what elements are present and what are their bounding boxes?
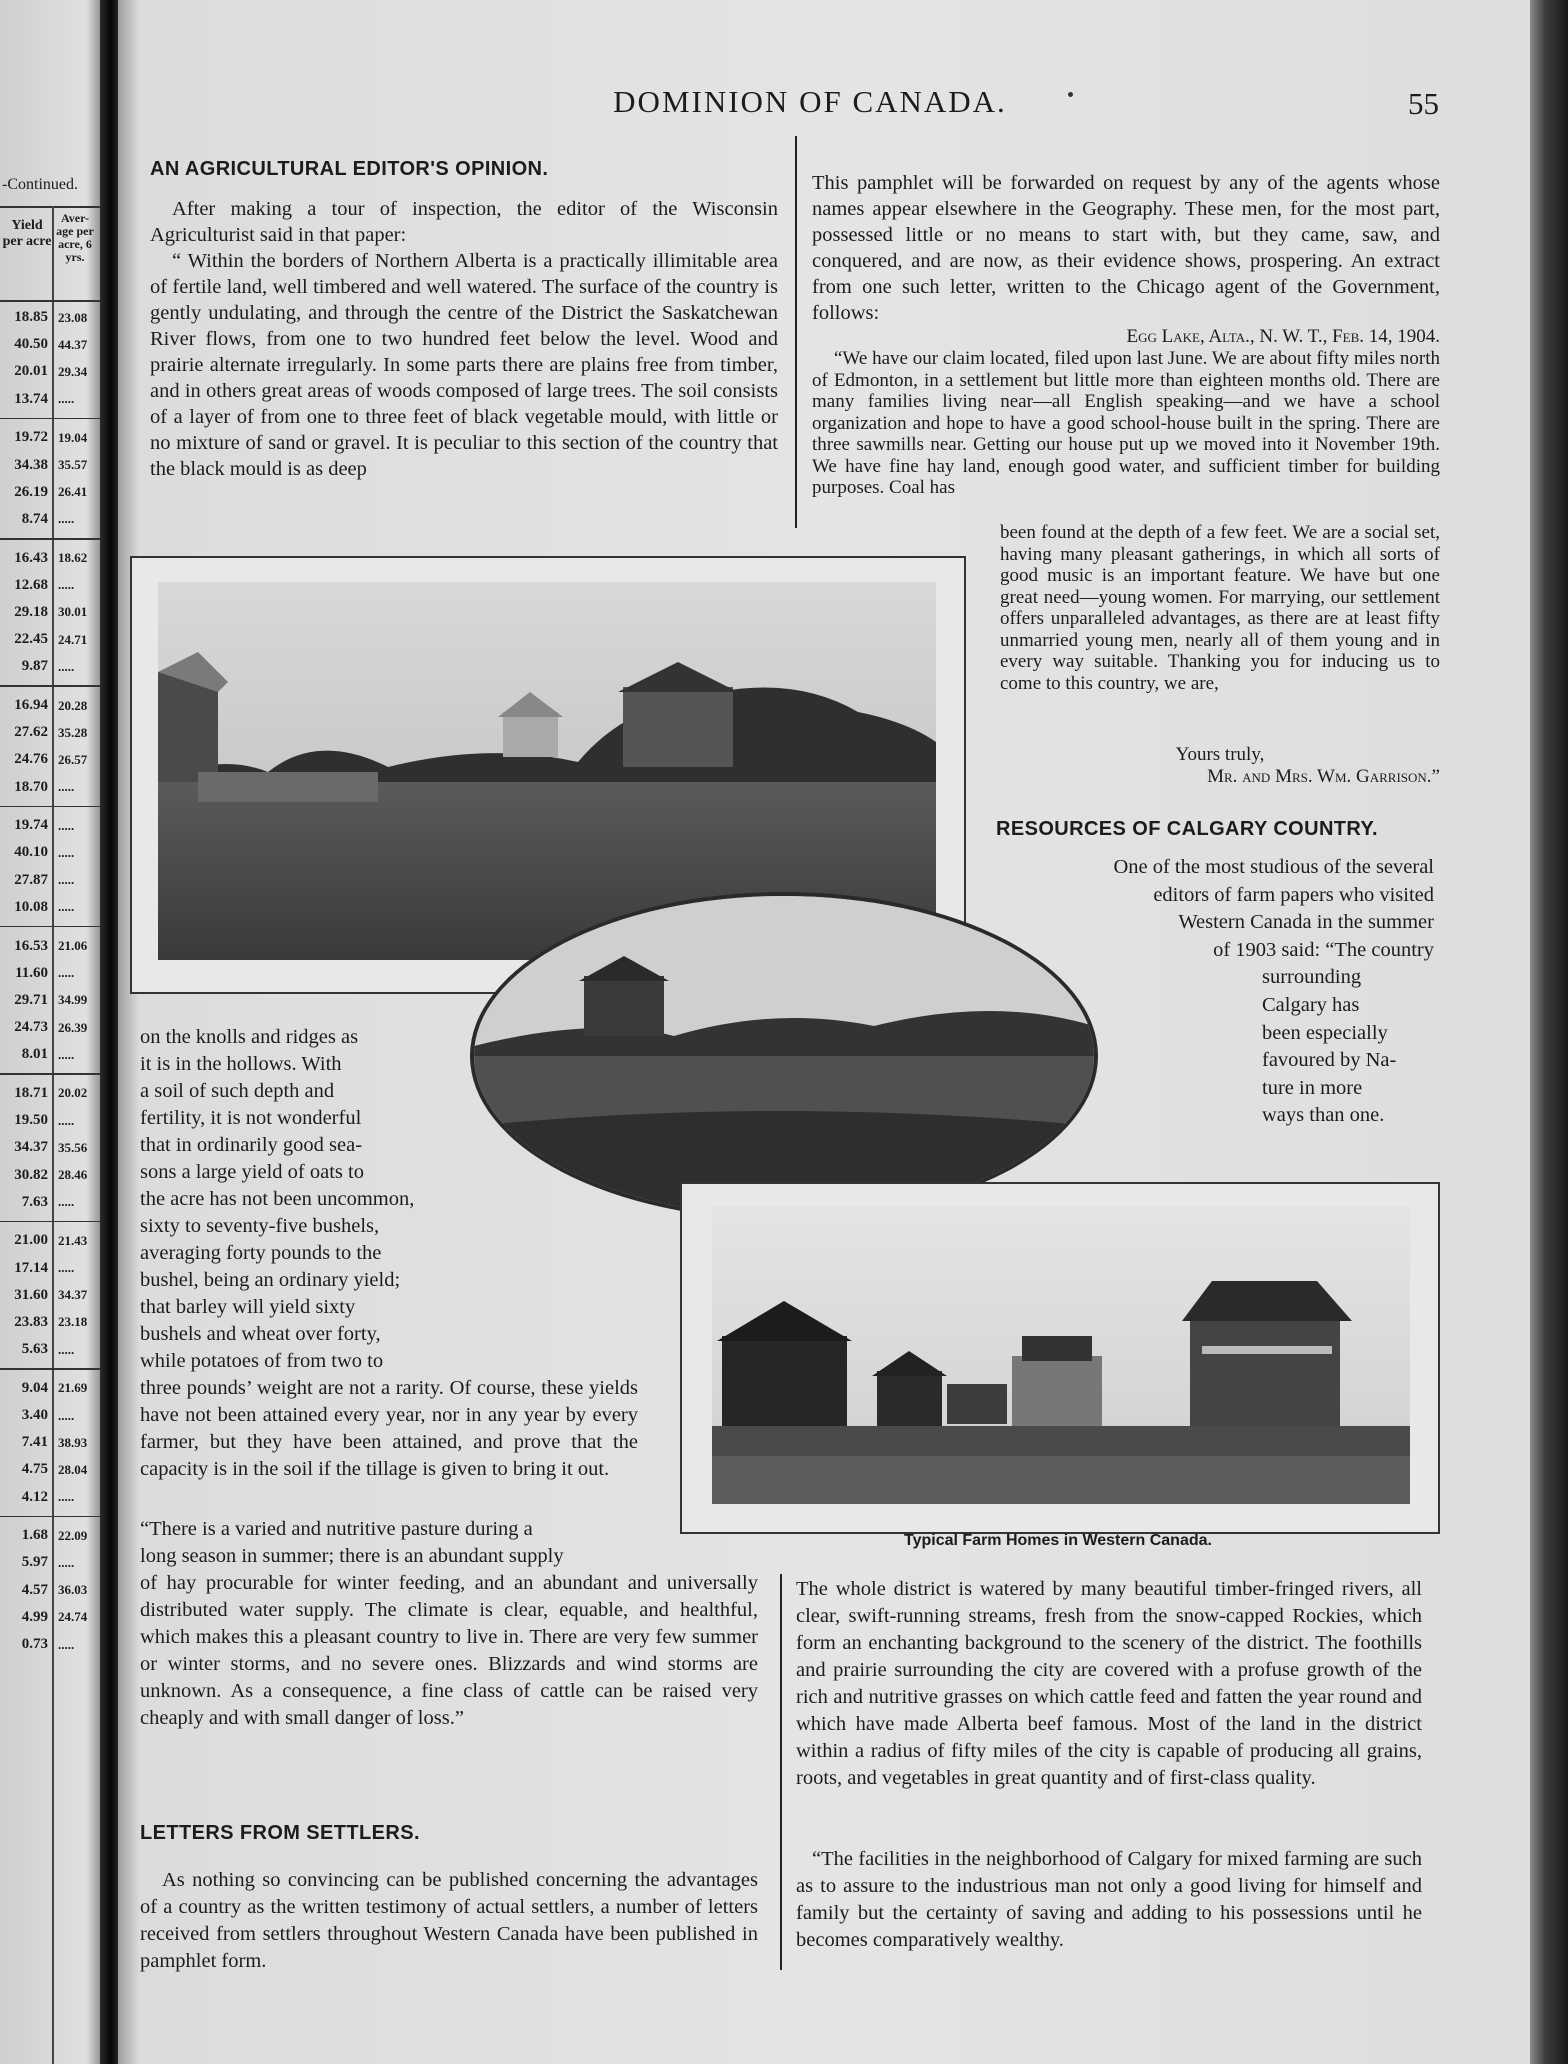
average-cell: ..... xyxy=(58,577,75,593)
yield-cell: 24.76 xyxy=(14,751,48,768)
yield-cell: 11.60 xyxy=(15,964,48,981)
average-cell: 26.41 xyxy=(58,484,88,500)
column-rule-top xyxy=(795,136,797,528)
yield-cell: 12.68 xyxy=(14,576,48,593)
yield-cell: 16.53 xyxy=(14,937,48,954)
table-row xyxy=(0,304,104,331)
yield-cell: 4.99 xyxy=(21,1608,48,1625)
yield-table xyxy=(0,304,104,1658)
text-line: fertility, it is not wonderful xyxy=(140,1107,362,1129)
yield-cell: 19.72 xyxy=(14,429,48,446)
table-row xyxy=(0,987,104,1014)
yield-cell: 19.50 xyxy=(14,1112,48,1129)
average-cell: ..... xyxy=(58,965,75,981)
table-row xyxy=(0,1456,104,1483)
table-row xyxy=(0,1227,104,1254)
yield-cell: 9.04 xyxy=(21,1379,48,1396)
yield-cell: 18.85 xyxy=(14,309,48,326)
yield-cell: 20.01 xyxy=(14,363,48,380)
text-line: sixty to seventy-five bushels, xyxy=(140,1215,380,1237)
yield-cell: 19.74 xyxy=(14,817,48,834)
yield-cell: 27.87 xyxy=(14,871,48,888)
table-row xyxy=(0,692,104,719)
average-cell: 20.02 xyxy=(58,1085,88,1101)
table-divider xyxy=(0,685,104,687)
table-row xyxy=(0,424,104,451)
text-line: ture in more xyxy=(1262,1076,1363,1099)
table-row xyxy=(0,1375,104,1402)
table-row xyxy=(0,1041,104,1068)
table-row xyxy=(0,839,104,866)
table-row xyxy=(0,1549,104,1576)
average-cell: 20.28 xyxy=(58,697,88,713)
yield-cell: 4.75 xyxy=(21,1461,48,1478)
photo-caption: Typical Farm Homes in Western Canada. xyxy=(904,1532,1212,1549)
table-row xyxy=(0,358,104,385)
yield-cell: 10.08 xyxy=(14,898,48,915)
yield-cell: 21.00 xyxy=(14,1232,48,1249)
average-cell: 28.04 xyxy=(58,1461,88,1477)
yield-cell: 3.40 xyxy=(21,1407,48,1424)
letter-signature xyxy=(1000,766,1440,788)
average-cell: 22.09 xyxy=(58,1527,88,1543)
text-line: bushels and wheat over forty, xyxy=(140,1323,381,1345)
table-row xyxy=(0,1429,104,1456)
table-row xyxy=(0,1604,104,1631)
average-cell: ..... xyxy=(58,1554,75,1570)
farm-photo-2 xyxy=(680,1182,1440,1534)
table-row xyxy=(0,1336,104,1363)
table-row xyxy=(0,774,104,801)
average-cell: 36.03 xyxy=(58,1582,88,1598)
table-row xyxy=(0,1189,104,1216)
average-cell: 19.04 xyxy=(58,429,88,445)
table-row xyxy=(0,1161,104,1188)
table-divider xyxy=(0,926,104,928)
text-line: One of the most studious of the several xyxy=(1113,856,1434,878)
table-row xyxy=(0,1255,104,1282)
pasture-paragraph-start xyxy=(140,1516,638,1570)
average-cell: ..... xyxy=(58,779,75,795)
yield-cell: 26.19 xyxy=(14,483,48,500)
average-cell: 18.62 xyxy=(58,550,88,566)
average-cell: 35.56 xyxy=(58,1139,88,1155)
calgary-facilities-paragraph: “The facilities in the neighborhood of Calgary for mixed farming are such as to assure to the industrious man not only a good living for himself and family but the certainty of saving and adding to his possessions until he becomes comparatively wealthy. xyxy=(796,1848,1422,1951)
text-line: the acre has not been uncommon, xyxy=(140,1188,415,1210)
average-cell: ..... xyxy=(58,872,75,888)
table-row xyxy=(0,506,104,533)
average-cell: 34.99 xyxy=(58,992,88,1008)
section-heading-editor-opinion: AN AGRICULTURAL EDITOR'S OPINION. xyxy=(150,158,549,180)
average-cell: 44.37 xyxy=(58,336,88,352)
table-row xyxy=(0,960,104,987)
editor-quote: “ Within the borders of Northern Alberta is a practically illimitable area of fertile land, well timbered and well watered. The surface of the country is gently undulating, and through the centre of the District the Saskatchewan River flows, from one to two hundred feet below the level. Wood and prairie alternate irregularly. In some parts there are plains free from timber, and in others great areas of woods composed of large trees. The soil consists of a layer of from one to three feet of black vegetable mould, with little or no mixture of sand or gravel. It is peculiar to this section of the country that the black mould is as deep xyxy=(150,250,778,480)
yield-cell: 13.74 xyxy=(14,390,48,407)
text-line: that in ordinarily good sea- xyxy=(140,1134,363,1156)
pamphlet-paragraph: This pamphlet will be forwarded on request by any of the agents whose names appear elsewhere in the Geography. These men, for the most part, possessed little or no means to start with, but they came, saw, and conquered, and are now, as their evidence shows, prospering. An extract from one such letter, written to the Chicago agent of the Government, follows: xyxy=(812,172,1440,324)
average-cell: ..... xyxy=(58,1046,75,1062)
table-divider xyxy=(0,1516,104,1518)
calgary-paragraph xyxy=(996,854,1434,1130)
average-cell: 23.08 xyxy=(58,309,88,325)
text-line: bushel, being an ordinary yield; xyxy=(140,1269,401,1291)
yield-cell: 27.62 xyxy=(14,724,48,741)
letter-body: “We have our claim located, filed upon last June. We are about fifty miles north of Edmonton, in a settlement but little more than eighteen months old. There are many families living near—all English speaking—and we have a school organization and hope to have a good school-house built in the spring. There are three sawmills near. Getting our house put up we moved into it November 19th. We have fine hay land, enough good water, and sufficient timber for building purposes. Coal has xyxy=(812,348,1440,498)
text-line: editors of farm papers who visited xyxy=(1153,883,1434,906)
calgary-water-paragraph: The whole district is watered by many beautiful timber-fringed rivers, all clear, swift-running streams, fresh from the snow-capped Rockies, which form an enchanting background to the scenery of the district. The foothills and prairie surrounding the city are covered with a profuse growth of the rich and nutritive grasses on which cattle feed and fatten the year round and which have made Alberta beef famous. Most of the land in the district within a radius of fifty miles of the city is capable of producing all grains, roots, and vegetables in great quantity and of first-class quality. xyxy=(796,1578,1422,1789)
letter-body-narrow: been found at the depth of a few feet. We are a social set, having many pleasant gatherings, in which all sorts of good music is an important feature. We have but one great need—young women. For marrying, our settlement offers unparalleled advantages, as there are at least fifty unmarried young men, nearly all of them young and in every way suitable. Thanking you for inducing us to come to this country, we are, xyxy=(1000,522,1440,694)
yield-cell: 30.82 xyxy=(14,1166,48,1183)
table-continued-label: -Continued. xyxy=(2,176,78,193)
yield-cell: 8.01 xyxy=(21,1046,48,1063)
table-row xyxy=(0,1309,104,1336)
yield-cell: 23.83 xyxy=(14,1313,48,1330)
editor-quote-continued: three pounds’ weight are not a rarity. Of course, these yields have not been attained every year, nor in any year by every farmer, but they have been attained, and prove that the capacity is in the soil if the tillage is given to bring it out. xyxy=(140,1377,638,1480)
average-cell: ..... xyxy=(58,1260,75,1276)
farm-photo-2-image xyxy=(712,1206,1410,1504)
average-cell: 21.69 xyxy=(58,1380,88,1396)
table-row xyxy=(0,479,104,506)
text-line: of 1903 said: “The country xyxy=(1213,938,1434,961)
text-line: a soil of such depth and xyxy=(140,1080,335,1102)
average-cell: ..... xyxy=(58,658,75,674)
text-line: sons a large yield of oats to xyxy=(140,1161,364,1183)
yield-cell: 9.87 xyxy=(21,658,48,675)
average-cell: ..... xyxy=(58,899,75,915)
table-row xyxy=(0,1282,104,1309)
yield-cell: 40.50 xyxy=(14,336,48,353)
text-line: that barley will yield sixty xyxy=(140,1296,356,1318)
average-cell: 26.57 xyxy=(58,751,88,767)
average-cell: ..... xyxy=(58,817,75,833)
average-cell: 28.46 xyxy=(58,1167,88,1183)
table-row xyxy=(0,1631,104,1658)
pasture-paragraph: of hay procurable for winter feeding, and an abundant and universally distributed water supply. The climate is clear, equable, and healthful, which makes this a pleasant country to live in. There are very few summer or winter storms, and no severe ones. Blizzards and wind storms are unknown. As a consequence, a fine class of cattle can be raised very cheaply and with small danger of loss.” xyxy=(140,1572,758,1729)
table-row xyxy=(0,451,104,478)
adjacent-page-strip xyxy=(0,0,108,2064)
text-line: Calgary has xyxy=(1262,993,1360,1016)
yield-cell: 34.38 xyxy=(14,456,48,473)
table-divider xyxy=(0,806,104,808)
text-line: “There is a varied and nutritive pasture during a xyxy=(140,1518,533,1540)
table-row xyxy=(0,867,104,894)
yield-cell: 24.73 xyxy=(14,1019,48,1036)
section-heading-calgary: RESOURCES OF CALGARY COUNTRY. xyxy=(996,818,1379,840)
average-cell: 34.37 xyxy=(58,1287,88,1303)
table-row xyxy=(0,1522,104,1549)
table-row xyxy=(0,932,104,959)
average-cell: 24.71 xyxy=(58,631,88,647)
page-number: 55 xyxy=(1408,86,1439,121)
average-cell: 21.43 xyxy=(58,1232,88,1248)
text-line: while potatoes of from two to xyxy=(140,1350,384,1372)
yield-column-header: Yield per acre xyxy=(2,218,52,249)
text-line: been especially xyxy=(1262,1021,1388,1044)
table-row xyxy=(0,626,104,653)
editor-intro: After making a tour of inspection, the editor of the Wisconsin Agriculturist said in that paper: xyxy=(150,198,778,246)
table-divider xyxy=(0,1221,104,1223)
letters-paragraph: As nothing so convincing can be published concerning the advantages of a country as the written testimony of actual settlers, a number of letters received from settlers throughout Western Canada have been published in pamphlet form. xyxy=(140,1869,758,1972)
yield-cell: 16.94 xyxy=(14,697,48,714)
letter-dateline-text: Egg Lake, Alta., N. W. T., Feb. 14, 1904. xyxy=(1126,326,1440,347)
average-column-header: Aver- age per acre, 6 yrs. xyxy=(56,211,94,264)
text-line: ways than one. xyxy=(1262,1104,1385,1127)
yield-cell: 17.14 xyxy=(14,1259,48,1276)
yield-cell: 29.18 xyxy=(14,603,48,620)
section-heading-letters: LETTERS FROM SETTLERS. xyxy=(140,1822,420,1844)
table-divider xyxy=(0,1073,104,1075)
text-line: long season in summer; there is an abundant supply xyxy=(140,1545,564,1567)
letter-signature-text: Mr. and Mrs. Wm. Garrison.” xyxy=(1207,766,1440,787)
table-row xyxy=(0,1014,104,1041)
average-cell: ..... xyxy=(58,391,75,407)
table-row xyxy=(0,1577,104,1604)
table-row xyxy=(0,812,104,839)
average-cell: ..... xyxy=(58,511,75,527)
yield-cell: 4.12 xyxy=(21,1488,48,1505)
table-row xyxy=(0,746,104,773)
table-row xyxy=(0,545,104,572)
yield-cell: 7.63 xyxy=(21,1193,48,1210)
average-cell: ..... xyxy=(58,1489,75,1505)
average-cell: 38.93 xyxy=(58,1434,88,1450)
table-row xyxy=(0,331,104,358)
average-cell: ..... xyxy=(58,1194,75,1210)
table-row xyxy=(0,894,104,921)
yield-cell: 16.43 xyxy=(14,549,48,566)
yield-cell: 40.10 xyxy=(14,844,48,861)
average-cell: ..... xyxy=(58,1407,75,1423)
average-cell: ..... xyxy=(58,1341,75,1357)
text-line: it is in the hollows. With xyxy=(140,1053,342,1075)
yield-cell: 0.73 xyxy=(21,1636,48,1653)
average-cell: 35.57 xyxy=(58,457,88,473)
yield-cell: 31.60 xyxy=(14,1286,48,1303)
letter-closing: Yours truly, xyxy=(1175,744,1265,765)
average-cell: 30.01 xyxy=(58,604,88,620)
table-row xyxy=(0,1484,104,1511)
table-row xyxy=(0,599,104,626)
editor-quote-continued-narrow xyxy=(140,1024,422,1375)
average-cell: 21.06 xyxy=(58,938,88,954)
letter-dateline xyxy=(1000,326,1440,348)
table-divider xyxy=(0,418,104,420)
yield-cell: 5.97 xyxy=(21,1554,48,1571)
yield-cell: 1.68 xyxy=(21,1527,48,1544)
average-cell: 29.34 xyxy=(58,363,88,379)
average-cell: 23.18 xyxy=(58,1314,88,1330)
page-header-title: DOMINION OF CANADA. xyxy=(613,84,1007,119)
average-cell: ..... xyxy=(58,1636,75,1652)
yield-cell: 4.57 xyxy=(21,1581,48,1598)
average-cell: 26.39 xyxy=(58,1019,88,1035)
table-divider xyxy=(0,538,104,540)
yield-cell: 34.37 xyxy=(14,1139,48,1156)
table-row xyxy=(0,572,104,599)
page-edge xyxy=(1530,0,1568,2064)
yield-cell: 29.71 xyxy=(14,991,48,1008)
table-row xyxy=(0,1107,104,1134)
table-row xyxy=(0,653,104,680)
yield-cell: 18.70 xyxy=(14,778,48,795)
yield-cell: 7.41 xyxy=(21,1434,48,1451)
average-cell: ..... xyxy=(58,844,75,860)
header-dot xyxy=(1068,92,1073,97)
table-row xyxy=(0,719,104,746)
text-line: on the knolls and ridges as xyxy=(140,1026,359,1048)
yield-cell: 8.74 xyxy=(21,510,48,527)
yield-cell: 18.71 xyxy=(14,1084,48,1101)
yield-cell: 5.63 xyxy=(21,1341,48,1358)
table-row xyxy=(0,1402,104,1429)
table-row xyxy=(0,1134,104,1161)
column-rule-bottom xyxy=(780,1574,782,1970)
average-cell: ..... xyxy=(58,1112,75,1128)
text-line: Western Canada in the summer xyxy=(1178,911,1434,934)
text-line: averaging forty pounds to the xyxy=(140,1242,382,1264)
text-line: surrounding xyxy=(1262,966,1362,989)
text-line: favoured by Na- xyxy=(1262,1049,1397,1072)
table-divider xyxy=(0,1368,104,1370)
average-cell: 35.28 xyxy=(58,724,88,740)
table-row xyxy=(0,1080,104,1107)
average-cell: 24.74 xyxy=(58,1609,88,1625)
yield-cell: 22.45 xyxy=(14,631,48,648)
table-row xyxy=(0,386,104,413)
